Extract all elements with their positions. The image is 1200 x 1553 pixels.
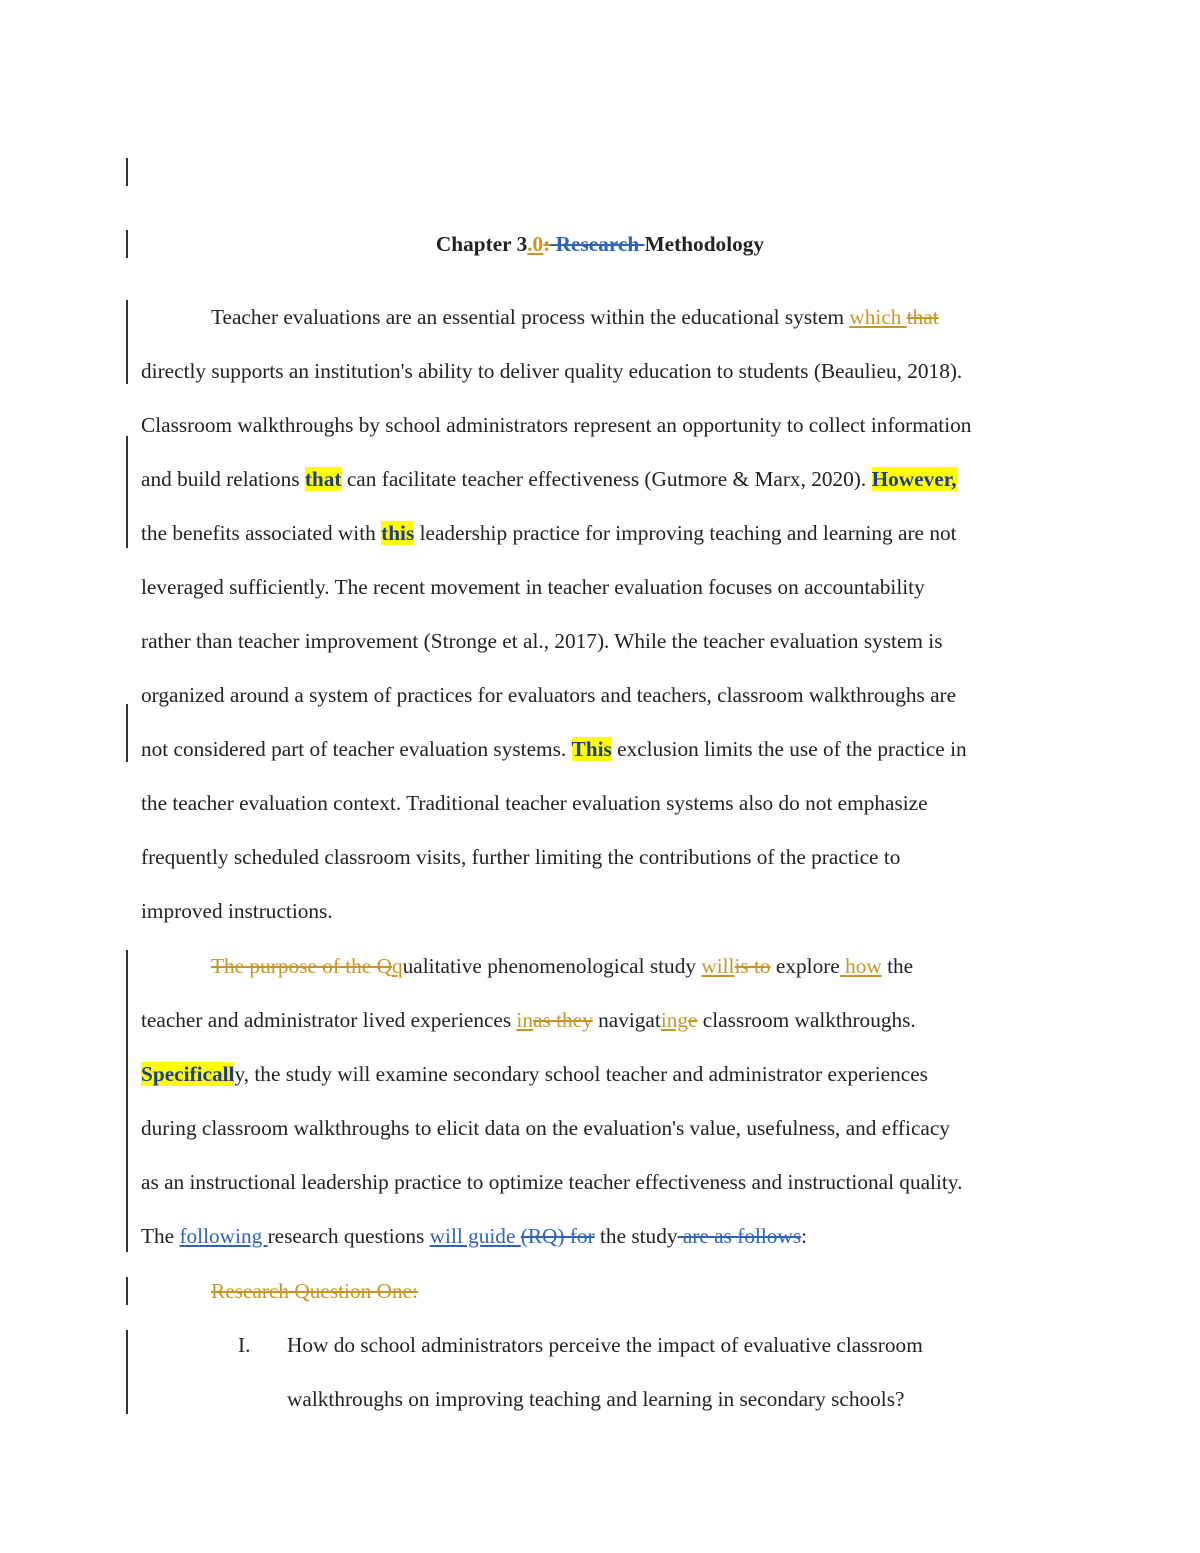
list-item: I. How do school administrators perceive the impact of evaluative classroom	[0, 1330, 1200, 1360]
paragraph-line: Classroom walkthroughs by school administrators represent an opportunity to collect information	[141, 413, 972, 437]
tracked-insertion: following	[179, 1224, 268, 1248]
paragraph-line: frequently scheduled classroom visits, further limiting the contributions of the practice to	[141, 845, 901, 869]
tracked-deletion: (RQ) for	[520, 1224, 595, 1248]
tracked-insertion: will guide	[429, 1224, 521, 1248]
paragraph-line: teacher and administrator lived experiences inas they navigatinge classroom walkthroughs.	[141, 1008, 916, 1032]
paragraph-line: organized around a system of practices for evaluators and teachers, classroom walkthroughs are	[141, 683, 957, 707]
tracked-deletion: as they	[533, 1008, 593, 1032]
paragraph-line: as an instructional leadership practice to optimize teacher effectiveness and instructional quality.	[141, 1170, 963, 1194]
chapter-title	[0, 229, 1200, 259]
paragraph-line: during classroom walkthroughs to elicit data on the evaluation's value, usefulness, and efficacy	[141, 1116, 950, 1140]
title-text: Chapter 3	[435, 232, 528, 256]
title-text: Methodology	[644, 232, 765, 256]
paragraph-line: Teacher evaluations are an essential process within the educational system which that	[211, 305, 939, 329]
paragraph-line: Specifically, the study will examine secondary school teacher and administrator experiences	[141, 1062, 928, 1086]
change-bar	[126, 158, 128, 186]
highlighted-text: This	[571, 737, 612, 761]
tracked-deletion: Research	[550, 232, 645, 256]
change-bar	[126, 300, 128, 384]
change-bar	[126, 1277, 128, 1305]
change-bar	[126, 436, 128, 548]
tracked-insertion: in	[516, 1008, 534, 1032]
tracked-deletion: e	[688, 1008, 698, 1032]
paragraph-line: rather than teacher improvement (Stronge et al., 2017). While the teacher evaluation system is	[141, 629, 943, 653]
list-item-continuation: walkthroughs on improving teaching and learning in secondary schools?	[287, 1387, 905, 1411]
highlighted-text: this	[381, 521, 415, 545]
change-bar	[126, 950, 128, 1252]
paragraph-line: leveraged sufficiently. The recent movement in teacher evaluation focuses on accountability	[141, 575, 925, 599]
research-question-heading	[211, 1276, 418, 1306]
tracked-insertion: which	[849, 305, 907, 329]
tracked-insertion: ing	[660, 1008, 689, 1032]
change-bar	[126, 704, 128, 762]
paragraph-line: directly supports an institution's ability to deliver quality education to students (Beaulieu, 2018).	[141, 359, 963, 383]
list-number: I.	[238, 1333, 251, 1357]
tracked-insertion: will	[701, 954, 735, 978]
tracked-insertion: q	[391, 954, 403, 978]
paragraph-line: the benefits associated with this leadership practice for improving teaching and learning are not	[141, 521, 957, 545]
paragraph-line: the teacher evaluation context. Traditional teacher evaluation systems also do not emphasize	[141, 791, 928, 815]
paragraph-line: not considered part of teacher evaluation systems. This exclusion limits the use of the practice in	[141, 737, 967, 761]
tracked-deletion: The purpose of the Q	[211, 954, 392, 978]
tracked-insertion: how	[839, 954, 882, 978]
paragraph-line: and build relations that can facilitate teacher effectiveness (Gutmore & Marx, 2020). However,	[141, 467, 957, 491]
tracked-deletion: is to	[734, 954, 771, 978]
tracked-deletion: Research Question One:	[211, 1279, 418, 1303]
tracked-insertion: .0	[527, 232, 544, 256]
paragraph-line: The purpose of the Qqualitative phenomenological study willis to explore how the	[211, 954, 914, 978]
highlighted-text: Specificall	[141, 1062, 235, 1086]
highlighted-text: However,	[871, 467, 957, 491]
tracked-deletion: are as follows	[677, 1224, 802, 1248]
highlighted-text: that	[304, 467, 342, 491]
tracked-deletion: that	[906, 305, 939, 329]
paragraph-line: improved instructions.	[141, 899, 333, 923]
tracked-deletion: :	[543, 232, 551, 256]
paragraph-line: The following research questions will guide (RQ) for the study are as follows:	[141, 1224, 808, 1248]
